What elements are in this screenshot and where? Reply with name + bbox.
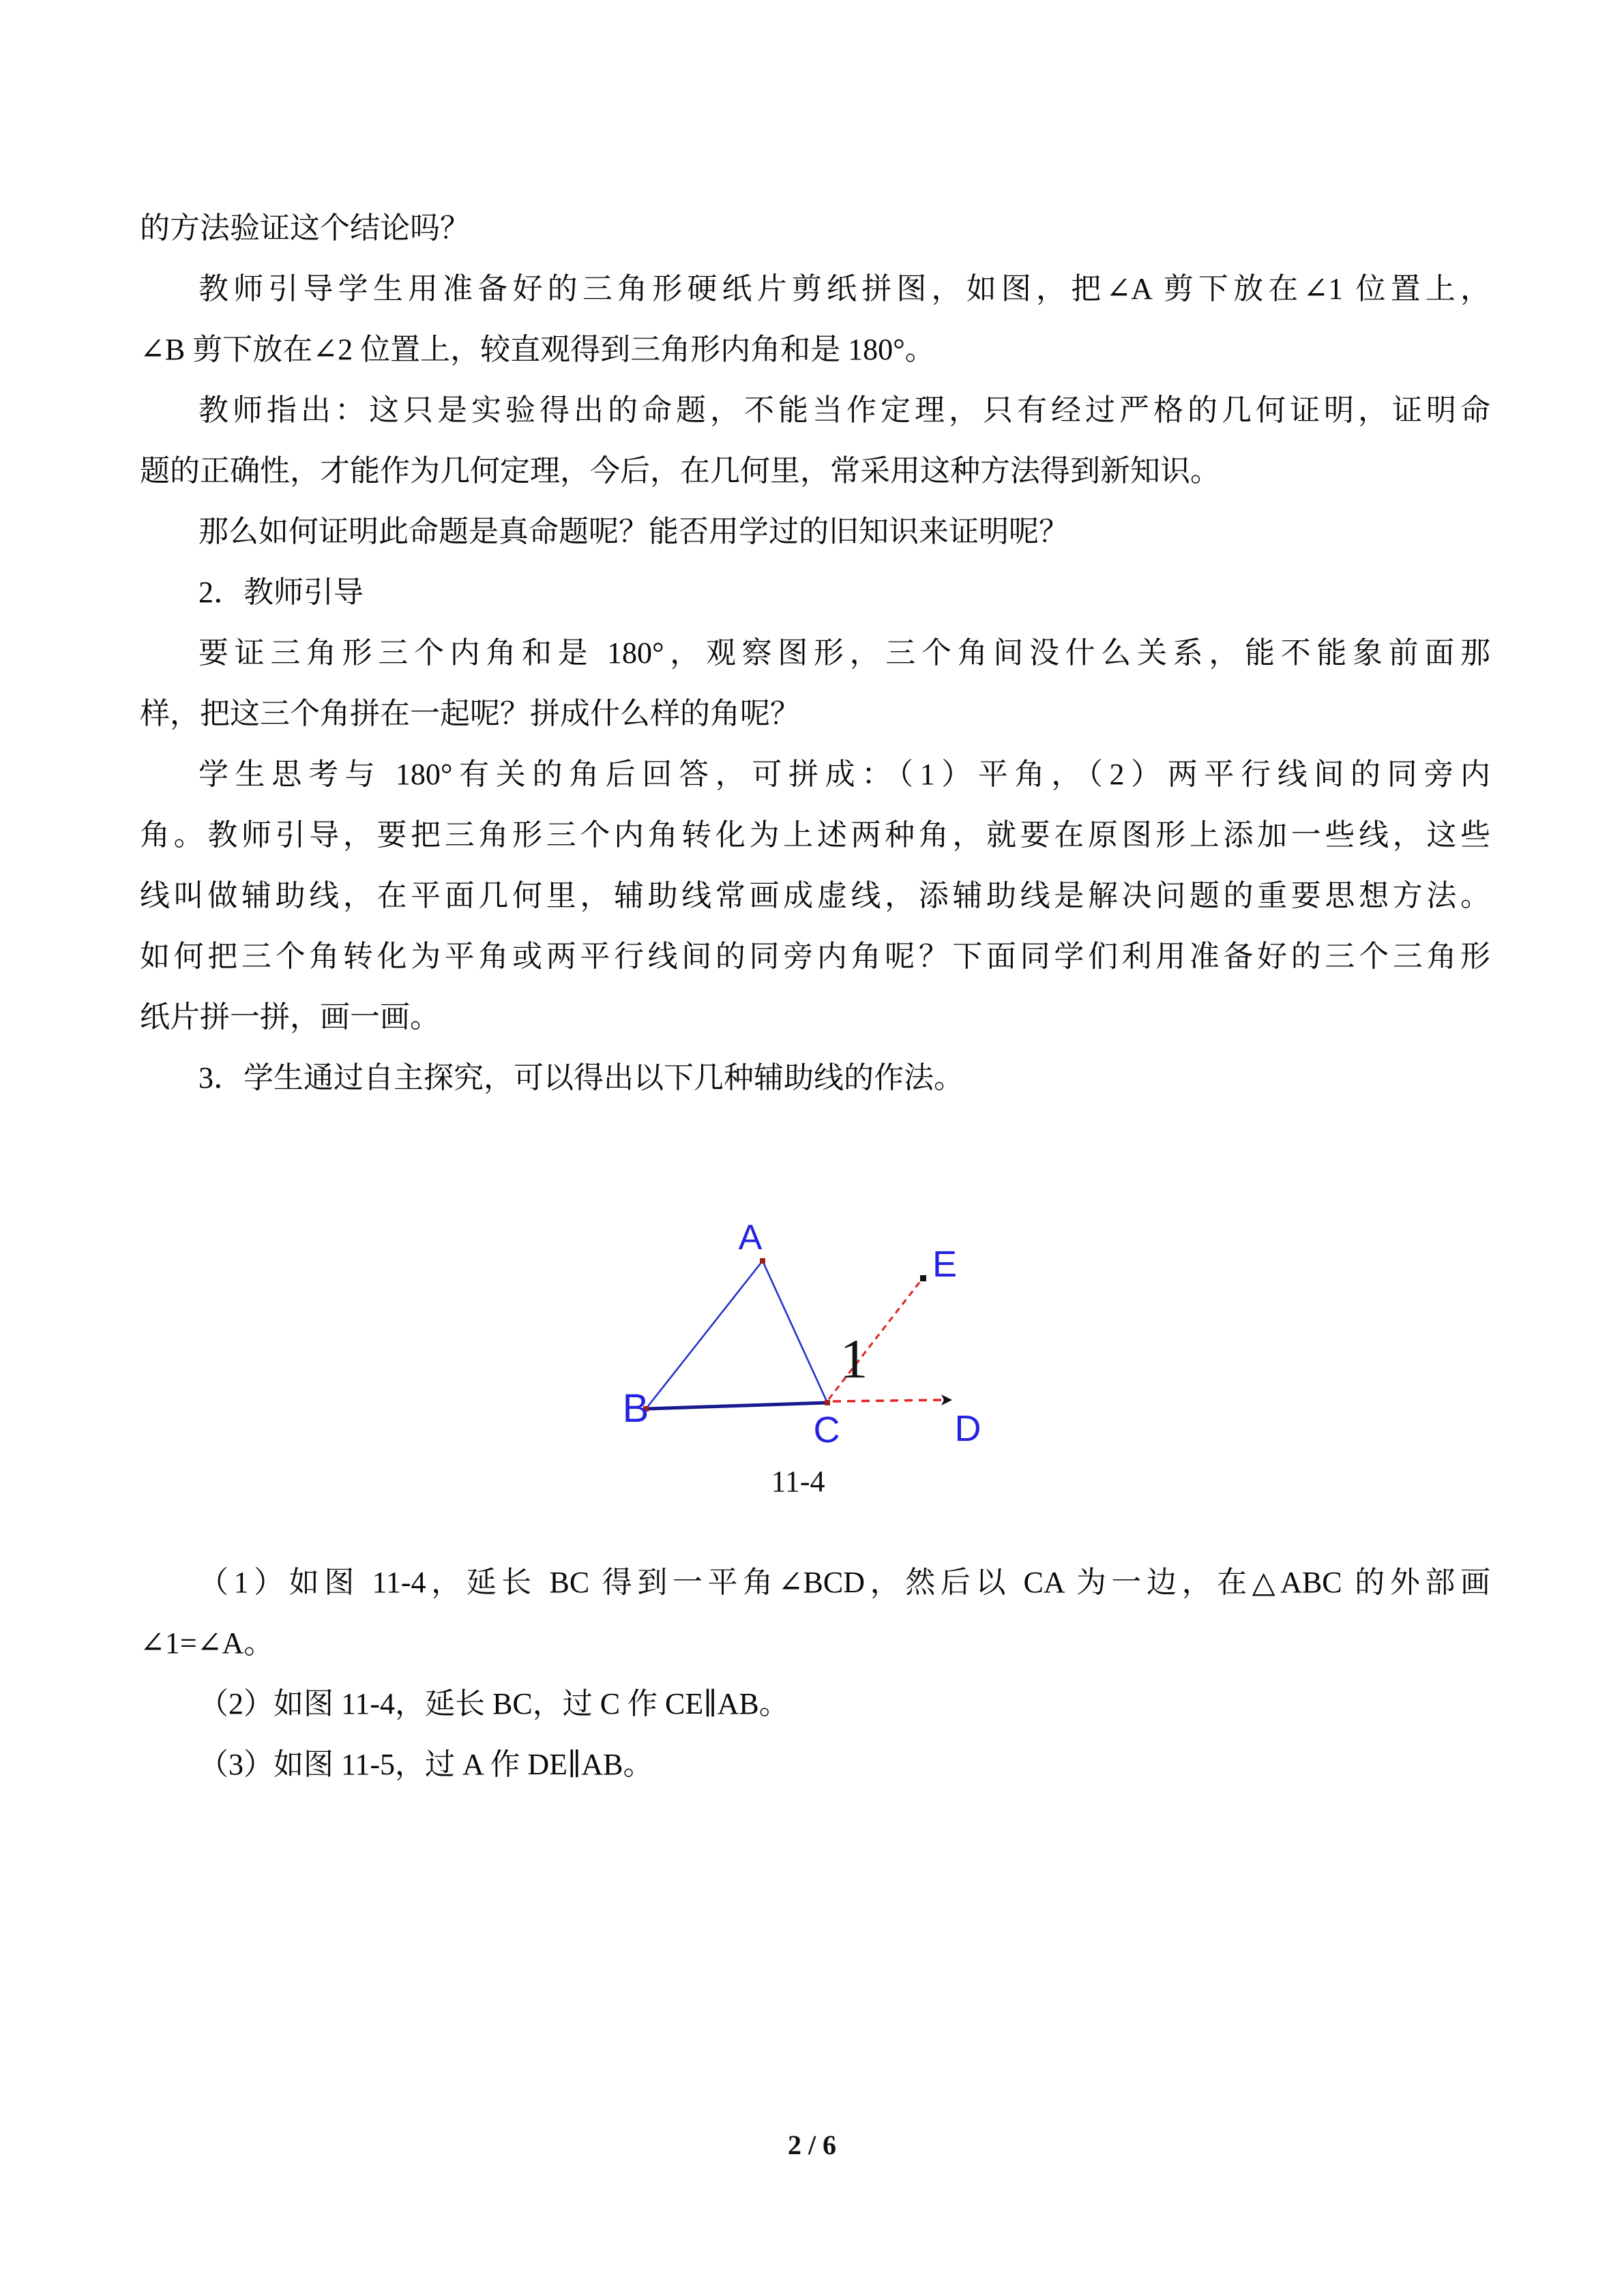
vertex-label-C: C [813, 1410, 840, 1450]
vertex-dot-C [825, 1400, 830, 1405]
geometry-figure-11-4 [600, 1214, 996, 1500]
endpoint-dot-E [920, 1275, 926, 1281]
text-line: ∠B 剪下放在∠2 位置上，较直观得到三角形内角和是 180°。 [140, 333, 935, 366]
arrowhead-D [941, 1395, 952, 1405]
vertex-label-B: B [622, 1386, 649, 1431]
text-line: （3）如图 11-5，过 A 作 DE∥AB。 [198, 1748, 653, 1781]
text-line: 学生思考与 180°有关的角后回答，可拼成：（1）平角，（2）两平行线间的同旁内 [198, 758, 1490, 791]
angle-1-label: 1 [840, 1328, 868, 1390]
text-block-upper [140, 198, 1490, 1108]
vertex-label-A: A [738, 1218, 763, 1257]
text-block-lower [140, 1552, 1490, 1795]
text-line: 要证三角形三个内角和是 180°，观察图形，三个角间没什么关系，能不能象前面那 [198, 636, 1490, 670]
text-line: 3．学生通过自主探究，可以得出以下几种辅助线的作法。 [198, 1061, 964, 1094]
vertex-dot-A [760, 1258, 765, 1264]
text-line: （2）如图 11-4，延长 BC，过 C 作 CE∥AB。 [198, 1687, 789, 1720]
side-BC [646, 1403, 827, 1409]
dashed-ray-CD [833, 1400, 943, 1401]
text-line: 纸片拼一拼，画一画。 [140, 1000, 440, 1034]
figure-caption: 11-4 [771, 1465, 825, 1498]
text-line: 线叫做辅助线，在平面几何里，辅助线常画成虚线，添辅助线是解决问题的重要思想方法。 [140, 879, 1490, 912]
page-number: 2 / 6 [787, 2130, 837, 2160]
text-line: （1）如图 11-4，延长 BC 得到一平角∠BCD，然后以 CA 为一边，在△ABC 的外部画 [198, 1566, 1490, 1599]
text-line: 2．教师引导 [198, 576, 364, 609]
text-line: ∠1=∠A。 [140, 1626, 274, 1660]
text-line: 如何把三个角转化为平角或两平行线间的同旁内角呢？下面同学们利用准备好的三个三角形 [140, 940, 1490, 973]
vertex-label-D: D [954, 1408, 981, 1449]
text-line: 的方法验证这个结论吗？ [140, 211, 470, 245]
text-line: 样，把这三个角拼在一起呢？拼成什么样的角呢？ [140, 697, 800, 730]
vertex-label-E: E [932, 1244, 958, 1285]
triangle-diagram [600, 1214, 996, 1500]
side-BA [646, 1261, 763, 1409]
text-line: 题的正确性，才能作为几何定理，今后，在几何里，常采用这种方法得到新知识。 [140, 454, 1220, 488]
text-line: 教师指出：这只是实验得出的命题，不能当作定理，只有经过严格的几何证明，证明命 [198, 393, 1490, 427]
side-AC [763, 1261, 827, 1403]
text-line: 角。教师引导，要把三角形三个内角转化为上述两种角，就要在原图形上添加一些线，这些 [140, 818, 1490, 852]
text-line: 那么如何证明此命题是真命题呢？能否用学过的旧知识来证明呢？ [198, 515, 1069, 548]
text-line: 教师引导学生用准备好的三角形硬纸片剪纸拼图，如图，把∠A 剪下放在∠1 位置上， [198, 272, 1490, 305]
